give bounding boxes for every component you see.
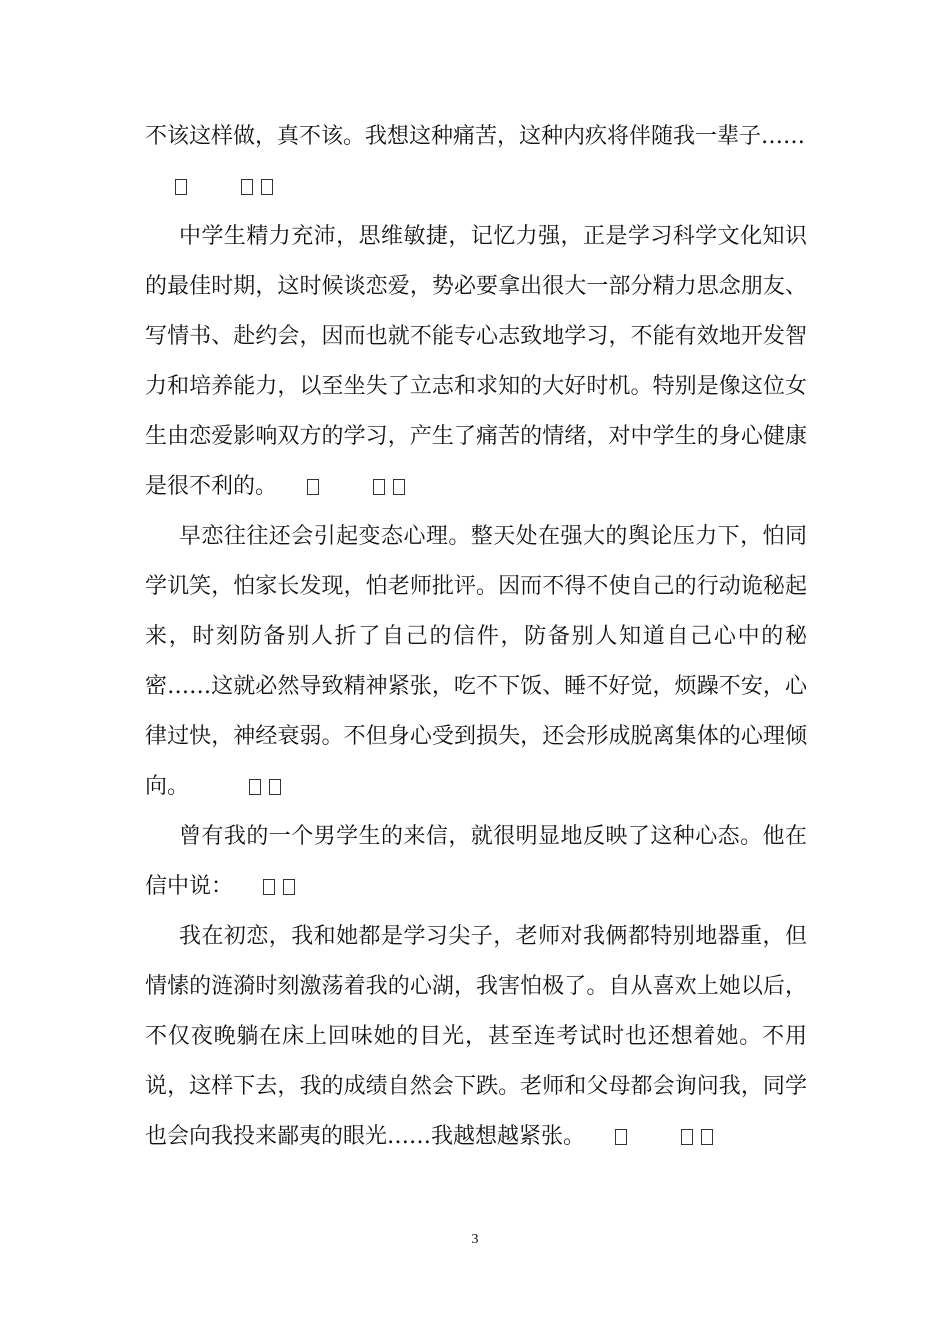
- paragraph-2: [145, 212, 807, 512]
- missing-glyph-icon: [373, 479, 385, 495]
- missing-glyph-icon: [615, 1129, 627, 1145]
- paragraph-5: [145, 912, 807, 1162]
- paragraph-text: 我在初恋，我和她都是学习尖子，老师对我俩都特别地器重，但情愫的涟漪时刻激荡着我的心湖，我害怕极了。自从喜欢上她以后，不仅夜晚躺在床上回味她的目光，甚至连考试时也还想着她。不用说，这样下去，我的成绩自然会下跌。老师和父母都会询问我，同学也会向我投来鄙夷的眼光……我越想越紧张。: [145, 924, 807, 1149]
- missing-glyph-icon: [241, 179, 253, 195]
- page-number: 3: [471, 1232, 479, 1247]
- missing-glyph-icon: [249, 779, 261, 795]
- missing-glyph-icon: [701, 1129, 713, 1145]
- paragraph-text: 曾有我的一个男学生的来信，就很明显地反映了这种心态。他在信中说：: [145, 824, 807, 899]
- missing-glyph-icon: [261, 179, 273, 195]
- missing-glyph-icon: [681, 1129, 693, 1145]
- paragraph-4: [145, 812, 807, 912]
- paragraph-text: 不该这样做，真不该。我想这种痛苦，这种内疚将伴随我一辈子……: [145, 124, 806, 149]
- document-body: [145, 112, 807, 1162]
- missing-glyph-icon: [175, 179, 187, 195]
- missing-glyph-icon: [393, 479, 405, 495]
- paragraph-text: 中学生精力充沛，思维敏捷，记忆力强，正是学习科学文化知识的最佳时期，这时候谈恋爱，势必要拿出很大一部分精力思念朋友、写情书、赴约会，因而也就不能专心志致地学习，不能有效地开发智力和培养能力，以至坐失了立志和求知的大好时机。特别是像这位女生由恋爱影响双方的学习，产生了痛苦的情绪，对中学生的身心健康是很不利的。: [145, 224, 807, 499]
- paragraph-text: 早恋往往还会引起变态心理。整天处在强大的舆论压力下，怕同学讥笑，怕家长发现，怕老师批评。因而不得不使自己的行动诡秘起来，时刻防备别人折了自己的信件，防备别人知道自己心中的秘密……这就必然导致精神紧张，吃不下饭、睡不好觉，烦躁不安，心律过快，神经衰弱。不但身心受到损失，还会形成脱离集体的心理倾向。: [145, 524, 807, 799]
- missing-glyph-icon: [269, 779, 281, 795]
- missing-glyph-icon: [307, 479, 319, 495]
- missing-glyph-icon: [283, 879, 295, 895]
- missing-glyph-icon: [263, 879, 275, 895]
- paragraph-1: [145, 112, 807, 162]
- placeholder-glyph-row: [145, 162, 807, 212]
- paragraph-3: [145, 512, 807, 812]
